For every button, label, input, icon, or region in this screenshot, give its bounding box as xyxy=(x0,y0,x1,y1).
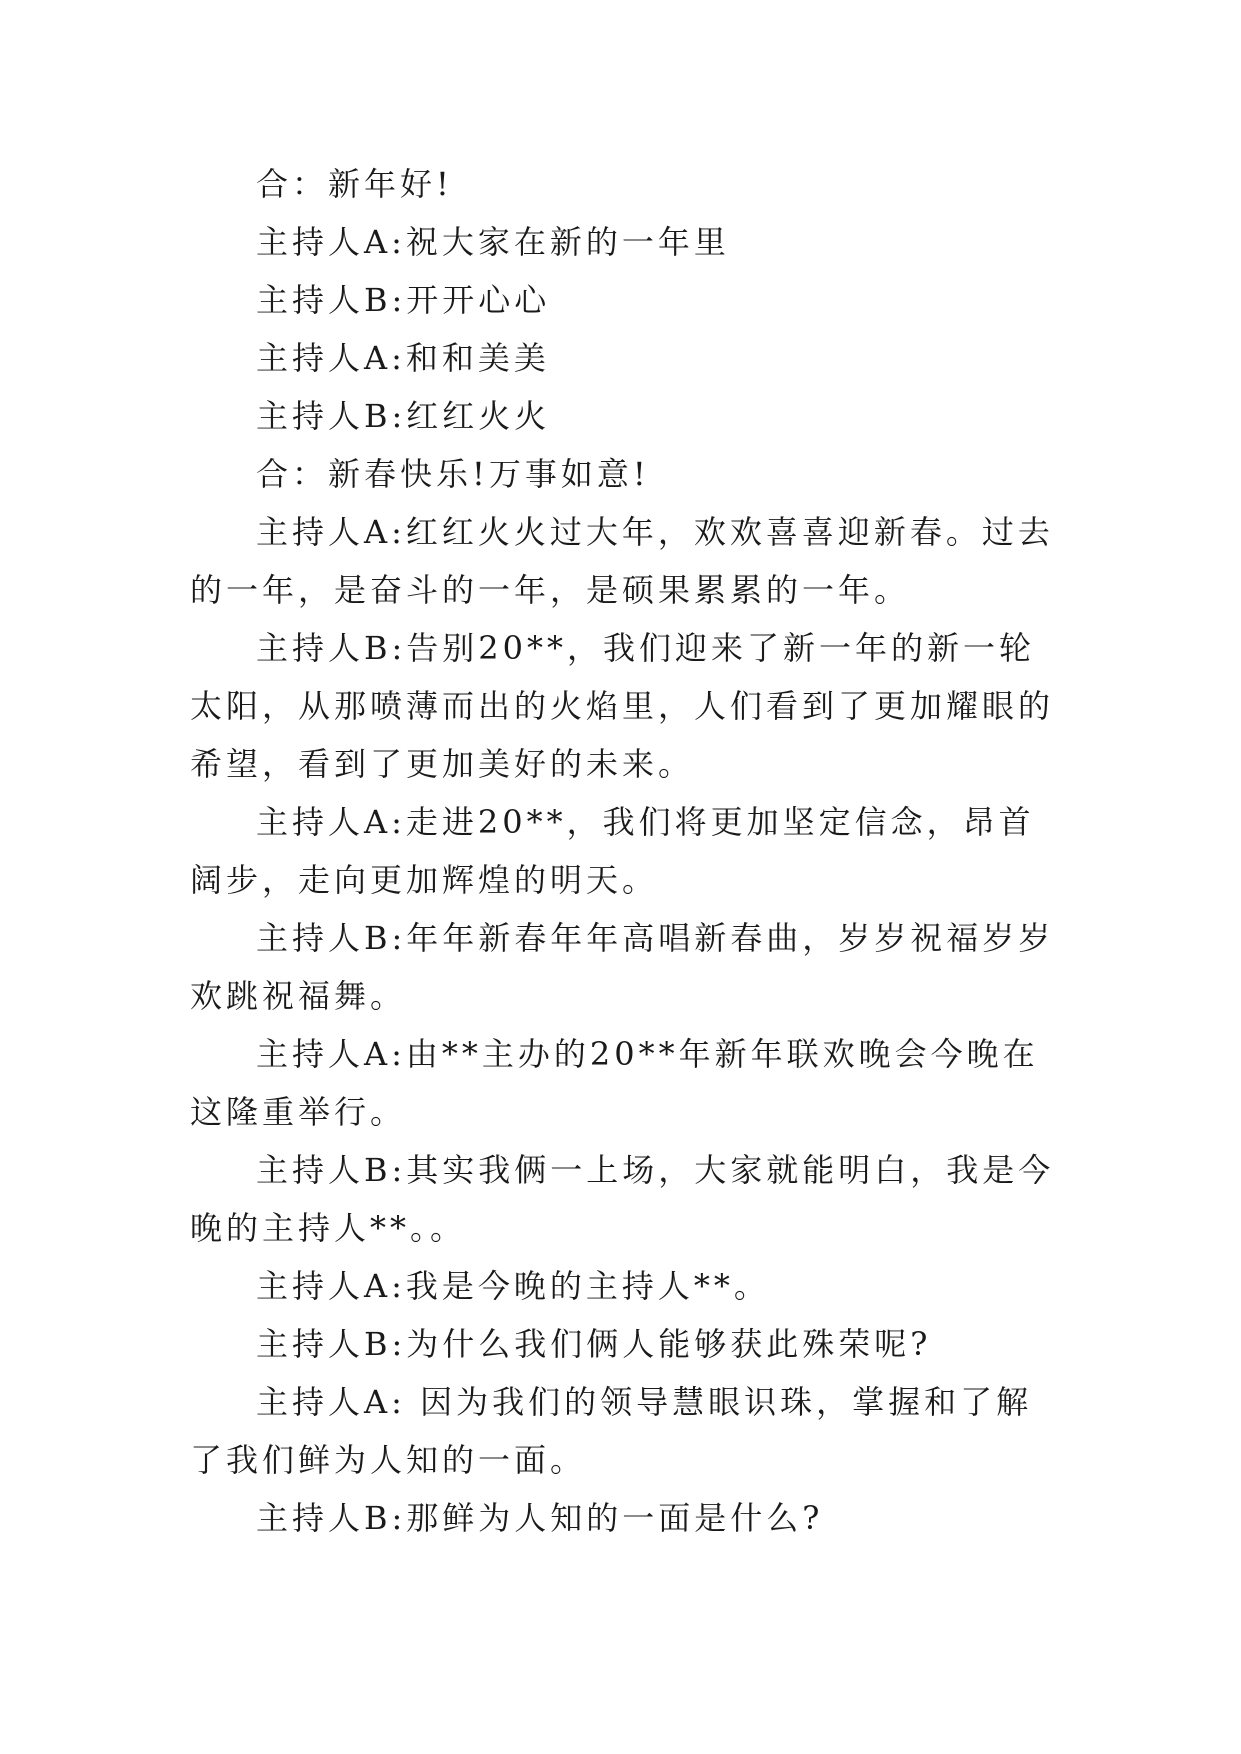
paragraph: 合：新春快乐!万事如意! xyxy=(256,455,650,493)
paragraph: 主持人B:其实我俩一上场，大家就能明白，我是今晚的主持人**。。 xyxy=(190,1151,1055,1247)
paragraph: 合：新年好! xyxy=(256,165,453,203)
paragraph: 主持人B:告别20**，我们迎来了新一年的新一轮太阳，从那喷薄而出的火焰里，人们看到了更加耀眼的希望，看到了更加美好的未来。 xyxy=(190,629,1055,783)
paragraph: 主持人A:祝大家在新的一年里 xyxy=(256,223,730,261)
paragraph: 主持人A:和和美美 xyxy=(256,339,550,377)
document-body xyxy=(190,155,1060,1547)
paragraph: 主持人A:由**主办的20**年新年联欢晚会今晚在这隆重举行。 xyxy=(190,1035,1039,1131)
paragraph: 主持人A:走进20**，我们将更加坚定信念，昂首阔步，走向更加辉煌的明天。 xyxy=(190,803,1035,899)
paragraph: 主持人B:为什么我们俩人能够获此殊荣呢? xyxy=(256,1325,932,1363)
paragraph: 主持人B:年年新春年年高唱新春曲，岁岁祝福岁岁欢跳祝福舞。 xyxy=(190,919,1055,1015)
paragraph: 主持人A:红红火火过大年，欢欢喜喜迎新春。过去的一年，是奋斗的一年，是硕果累累的一年。 xyxy=(190,513,1054,609)
paragraph: 主持人B:开开心心 xyxy=(256,281,551,319)
paragraph: 主持人A:我是今晚的主持人**。 xyxy=(256,1267,770,1305)
paragraph: 主持人A: 因为我们的领导慧眼识珠，掌握和了解了我们鲜为人知的一面。 xyxy=(190,1383,1033,1479)
paragraph: 主持人B:红红火火 xyxy=(256,397,551,435)
paragraph: 主持人B:那鲜为人知的一面是什么? xyxy=(256,1499,824,1537)
